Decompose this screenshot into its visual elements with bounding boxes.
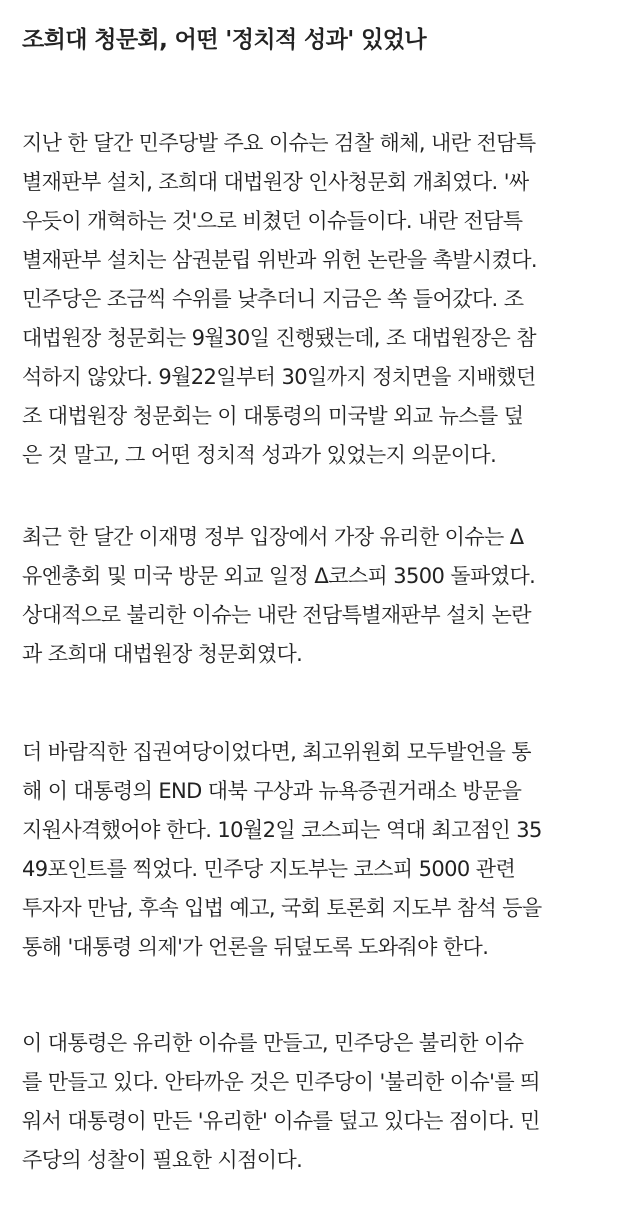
paragraph-line: 별재판부 설치, 조희대 대법원장 인사청문회 개최였다. '싸 xyxy=(22,170,529,194)
article-paragraph xyxy=(22,733,542,967)
article-paragraph xyxy=(22,1024,540,1180)
paragraph-line: 지원사격했어야 한다. 10월2일 코스피는 역대 최고점인 35 xyxy=(22,818,542,842)
paragraph-line: 워서 대통령이 만든 '유리한' 이슈를 덮고 있다는 점이다. 민 xyxy=(22,1109,540,1133)
paragraph-line: 더 바람직한 집권여당이었다면, 최고위원회 모두발언을 통 xyxy=(22,740,531,764)
paragraph-line: 석하지 않았다. 9월22일부터 30일까지 정치면을 지배했던 xyxy=(22,365,536,389)
paragraph-line: 우듯이 개혁하는 것'으로 비쳤던 이슈들이다. 내란 전담특 xyxy=(22,209,523,233)
paragraph-line: 상대적으로 불리한 이슈는 내란 전담특별재판부 설치 논란 xyxy=(22,603,531,627)
paragraph-line: 해 이 대통령의 END 대북 구상과 뉴욕증권거래소 방문을 xyxy=(22,779,522,803)
article-paragraph xyxy=(22,518,535,674)
paragraph-line: 통해 '대통령 의제'가 언론을 뒤덮도록 도와줘야 한다. xyxy=(22,935,489,959)
paragraph-line: 과 조희대 대법원장 청문회였다. xyxy=(22,642,303,666)
paragraph-line: 이 대통령은 유리한 이슈를 만들고, 민주당은 불리한 이슈 xyxy=(22,1031,524,1055)
paragraph-line: 투자자 만남, 후속 입법 예고, 국회 토론회 지도부 참석 등을 xyxy=(22,896,542,920)
paragraph-line: 은 것 말고, 그 어떤 정치적 성과가 있었는지 의문이다. xyxy=(22,443,497,467)
paragraph-line: 대법원장 청문회는 9월30일 진행됐는데, 조 대법원장은 참 xyxy=(22,326,536,350)
paragraph-line: 지난 한 달간 민주당발 주요 이슈는 검찰 해체, 내란 전담특 xyxy=(22,131,536,155)
paragraph-line: 49포인트를 찍었다. 민주당 지도부는 코스피 5000 관련 xyxy=(22,857,516,881)
paragraph-line: 최근 한 달간 이재명 정부 입장에서 가장 유리한 이슈는 Δ xyxy=(22,525,524,549)
paragraph-line: 조 대법원장 청문회는 이 대통령의 미국발 외교 뉴스를 덮 xyxy=(22,404,524,428)
article-headline: 조희대 청문회, 어떤 '정치적 성과' 있었나 xyxy=(22,27,426,53)
paragraph-line: 민주당은 조금씩 수위를 낮추더니 지금은 쏙 들어갔다. 조 xyxy=(22,287,524,311)
paragraph-line: 주당의 성찰이 필요한 시점이다. xyxy=(22,1148,303,1172)
article-paragraph xyxy=(22,124,537,475)
paragraph-line: 를 만들고 있다. 안타까운 것은 민주당이 '불리한 이슈'를 띄 xyxy=(22,1070,540,1094)
paragraph-line: 별재판부 설치는 삼권분립 위반과 위헌 논란을 촉발시켰다. xyxy=(22,248,537,272)
paragraph-line: 유엔총회 및 미국 방문 외교 일정 Δ코스피 3500 돌파였다. xyxy=(22,564,536,588)
